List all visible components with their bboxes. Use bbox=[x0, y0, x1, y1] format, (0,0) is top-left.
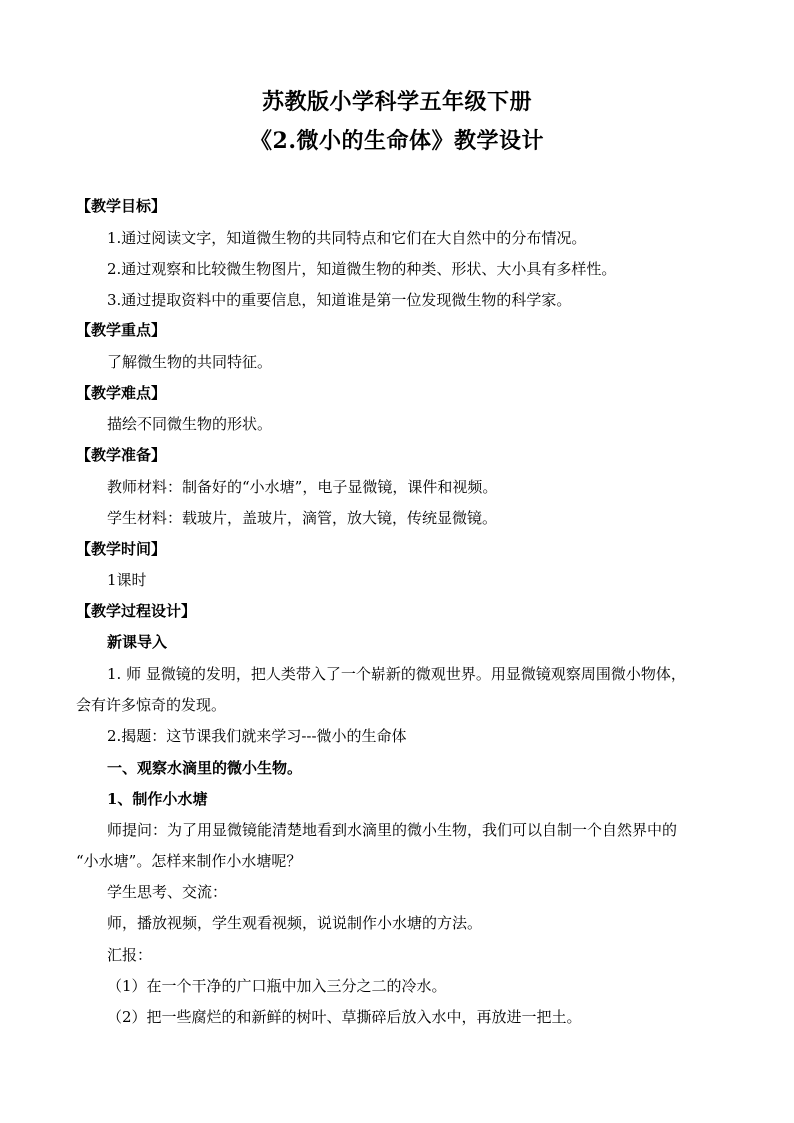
student-materials: 学生材料：载玻片，盖玻片，滴管，放大镜，传统显微镜。 bbox=[107, 509, 498, 527]
step-1: （1）在一个干净的广口瓶中加入三分之二的冷水。 bbox=[107, 977, 447, 995]
goal-item-3: 3.通过提取资料中的重要信息，知道谁是第一位发现微生物的科学家。 bbox=[107, 291, 572, 309]
sub1-title: 1、制作小水塘 bbox=[107, 790, 208, 808]
process-heading: 【教学过程设计】 bbox=[76, 602, 197, 620]
intro-paragraph-1-line2: 会有许多惊奇的发现。 bbox=[76, 696, 227, 714]
goals-heading: 【教学目标】 bbox=[76, 197, 167, 215]
question-line2: “小水塘”。怎样来制作小水塘呢？ bbox=[76, 852, 302, 870]
goal-item-1: 1.通过阅读文字，知道微生物的共同特点和它们在大自然中的分布情况。 bbox=[107, 229, 587, 247]
teacher-materials: 教师材料：制备好的“小水塘”，电子显微镜，课件和视频。 bbox=[107, 478, 498, 496]
doc-title-line1: 苏教版小学科学五年级下册 bbox=[261, 89, 532, 115]
question-line1: 师提问：为了用显微镜能清楚地看到水滴里的微小生物，我们可以自制一个自然界中的 bbox=[107, 821, 678, 839]
difficulties-text: 描绘不同微生物的形状。 bbox=[107, 415, 273, 433]
goal-item-2: 2.通过观察和比较微生物图片，知道微生物的种类、形状、大小具有多样性。 bbox=[107, 260, 617, 278]
time-heading: 【教学时间】 bbox=[76, 540, 167, 558]
student-think: 学生思考、交流： bbox=[107, 883, 228, 901]
time-text: 1课时 bbox=[107, 571, 147, 589]
difficulties-heading: 【教学难点】 bbox=[76, 384, 167, 402]
intro-paragraph-1-line1: 1. 师 显微镜的发明，把人类带入了一个崭新的微观世界。用显微镜观察周围微小物体， bbox=[107, 665, 686, 683]
preparation-heading: 【教学准备】 bbox=[76, 446, 167, 464]
part1-title: 一、观察水滴里的微小生物。 bbox=[107, 759, 303, 777]
doc-title-line2: 《2.微小的生命体》教学设计 bbox=[250, 128, 544, 154]
key-points-heading: 【教学重点】 bbox=[76, 321, 167, 339]
intro-paragraph-2: 2.揭题：这节课我们就来学习---微小的生命体 bbox=[107, 727, 407, 745]
teacher-video: 师，播放视频，学生观看视频，说说制作小水塘的方法。 bbox=[107, 914, 483, 932]
key-points-text: 了解微生物的共同特征。 bbox=[107, 353, 273, 371]
report-label: 汇报： bbox=[107, 946, 153, 964]
step-2: （2）把一些腐烂的和新鲜的树叶、草撕碎后放入水中，再放进一把土。 bbox=[107, 1008, 582, 1026]
intro-title: 新课导入 bbox=[107, 633, 168, 651]
